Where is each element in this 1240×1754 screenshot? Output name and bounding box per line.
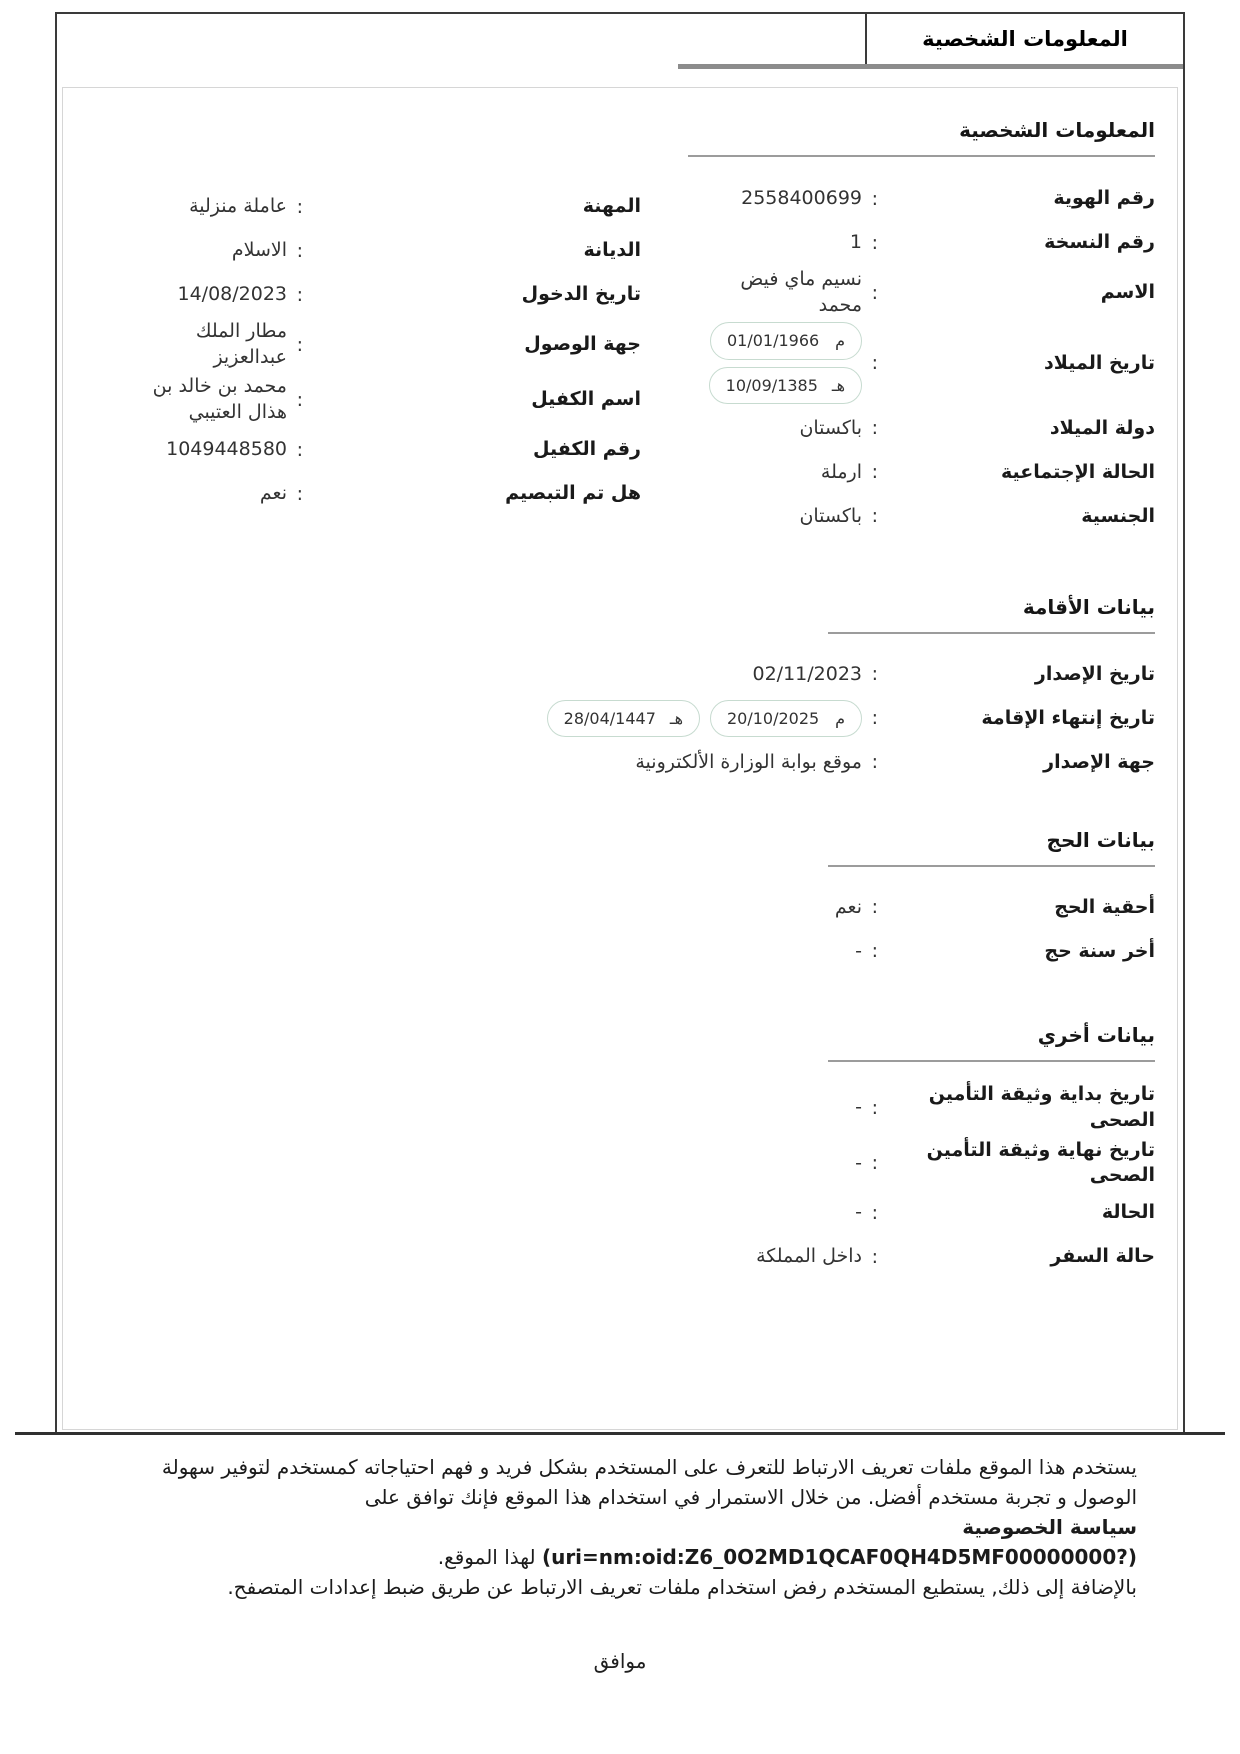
site-oid-uri: (uri=nm:oid:Z6_0O2MD1QCAF0QH4D5MF00000000?) (541, 1545, 1137, 1569)
field-colon (287, 439, 303, 461)
field-value: ارملة (820, 460, 862, 483)
field-colon (287, 389, 303, 411)
field-label: هل تم التبصيم (505, 481, 641, 504)
field-label: حالة السفر (1050, 1245, 1155, 1268)
field-colon (862, 1097, 878, 1119)
field-colon (862, 232, 878, 254)
field-status (85, 1193, 1155, 1233)
field-label: تاريخ الميلاد (1044, 351, 1155, 374)
field-label: المهنة (582, 195, 641, 218)
field-entry-date (85, 275, 641, 315)
field-label: أحقية الحج (1054, 895, 1155, 918)
field-value: 14/08/2023 (177, 283, 287, 306)
agree-button[interactable]: موافق (588, 1648, 653, 1674)
hijri-date-pill (547, 700, 700, 738)
section-residence (85, 595, 1155, 634)
agree-button-row (103, 1646, 1137, 1676)
field-colon (287, 483, 303, 505)
field-value: 1049448580 (166, 437, 287, 460)
section-personal (85, 118, 1155, 157)
field-value: موقع بوابة الوزارة الألكترونية (635, 750, 862, 773)
field-colon (862, 940, 878, 962)
hijri-date-pill (709, 367, 862, 405)
portlet-title: المعلومات الشخصية (865, 14, 1183, 64)
section-title-other: بيانات أخري (828, 1023, 1155, 1062)
section-title-residence: بيانات الأقامة (828, 595, 1155, 634)
privacy-policy-link[interactable]: سياسة الخصوصية (962, 1515, 1137, 1539)
personal-left-column (85, 179, 641, 540)
date-value: 28/04/1447 (563, 708, 656, 728)
field-insurance-start (85, 1082, 1155, 1133)
field-value: 1 (849, 231, 862, 254)
field-value: الاسلام (231, 239, 287, 262)
field-colon (862, 1246, 878, 1268)
field-value: 2558400699 (741, 187, 862, 210)
cookie-text-line1: يستخدم هذا الموقع ملفات تعريف الارتباط للتعرف على المستخدم بشكل فريد و فهم احتياجاته كمستخدم لتوفير سهولة الوصول و تجربة مستخدم أفضل. من خلال الاستمرار في استخدام هذا الموقع فإنك توافق على (161, 1455, 1137, 1509)
field-label: تاريخ بداية وثيقة التأمين الصحى (928, 1083, 1155, 1132)
gregorian-date-pill (710, 322, 862, 360)
field-arrival-point (85, 319, 641, 370)
gregorian-date-pill (710, 700, 862, 738)
field-label: جهة الإصدار (1043, 750, 1155, 773)
field-birth-date (655, 322, 1155, 404)
title-underline-bar (678, 64, 1183, 69)
era-label: هـ (831, 375, 845, 395)
field-label: الحالة (1101, 1201, 1155, 1224)
field-value: عاملة منزلية (189, 195, 287, 218)
field-colon (862, 1152, 878, 1174)
field-profession (85, 187, 641, 227)
field-id-number (655, 179, 1155, 219)
personal-right-column (655, 179, 1155, 540)
field-label: الديانة (583, 239, 641, 262)
field-fingerprinted (85, 474, 641, 514)
field-value: - (855, 1151, 862, 1174)
era-label: هـ (669, 708, 683, 728)
section-hajj (85, 828, 1155, 867)
field-label: رقم الهوية (1053, 187, 1155, 210)
field-label: الاسم (1100, 280, 1155, 303)
other-fields (85, 1082, 1155, 1277)
cookie-text-line3: بالإضافة إلى ذلك, يستطيع المستخدم رفض استخدام ملفات تعريف الارتباط عن طريق ضبط إعدادات المتصفح. (227, 1575, 1137, 1599)
section-title-personal: المعلومات الشخصية (688, 118, 1155, 157)
field-label: اسم الكفيل (531, 388, 641, 411)
field-value: مطار الملك عبدالعزيز (195, 320, 287, 368)
field-label: تاريخ الدخول (521, 283, 641, 306)
field-label: أخر سنة حج (1044, 939, 1155, 962)
field-colon (287, 284, 303, 306)
field-colon (862, 352, 878, 374)
field-value: باكستان (799, 504, 862, 527)
field-issue-date (85, 654, 1155, 694)
field-hajj-eligibility (85, 887, 1155, 927)
field-label: تاريخ الإصدار (1034, 662, 1155, 685)
field-name (655, 267, 1155, 318)
section-title-hajj: بيانات الحج (828, 828, 1155, 867)
field-value: نسيم ماي فيض محمد (740, 268, 862, 316)
expiry-date-pills (85, 700, 862, 738)
field-travel-status (85, 1237, 1155, 1277)
cookie-suffix: لهذا الموقع. (437, 1545, 536, 1569)
field-colon (287, 196, 303, 218)
field-value: 02/11/2023 (752, 662, 862, 685)
cookie-notice (55, 1452, 1185, 1676)
field-value: - (855, 1201, 862, 1224)
field-value: - (855, 1096, 862, 1119)
personal-fields (85, 179, 1155, 540)
field-religion (85, 231, 641, 271)
details-card (62, 87, 1178, 1430)
field-value: داخل المملكة (756, 1245, 862, 1268)
field-colon (287, 240, 303, 262)
field-colon (862, 751, 878, 773)
portlet-frame (55, 12, 1185, 1434)
cookie-text-line2 (103, 1542, 1137, 1572)
field-colon (862, 461, 878, 483)
field-label: تاريخ إنتهاء الإقامة (981, 706, 1155, 729)
birth-date-pills (655, 322, 862, 404)
field-last-hajj-year (85, 931, 1155, 971)
field-label: الجنسية (1081, 504, 1155, 527)
date-value: 10/09/1385 (725, 375, 818, 395)
field-colon (862, 896, 878, 918)
field-value: - (855, 939, 862, 962)
residence-fields (85, 654, 1155, 782)
field-colon (862, 707, 878, 729)
field-colon (862, 1202, 878, 1224)
page-divider (15, 1432, 1225, 1435)
field-insurance-end (85, 1138, 1155, 1189)
field-value: محمد بن خالد بن هذال العتيبي (152, 375, 287, 423)
field-label: الحالة الإجتماعية (1001, 460, 1155, 483)
era-label: م (835, 708, 845, 728)
field-colon (287, 334, 303, 356)
field-birth-country (655, 408, 1155, 448)
field-issuing-authority (85, 742, 1155, 782)
field-value: نعم (259, 481, 287, 504)
field-label: دولة الميلاد (1049, 416, 1155, 439)
field-marital-status (655, 452, 1155, 492)
field-label: رقم الكفيل (533, 437, 641, 460)
field-residence-expiry (85, 698, 1155, 738)
field-sponsor-number (85, 430, 641, 470)
field-value: باكستان (799, 416, 862, 439)
field-nationality (655, 496, 1155, 536)
date-value: 20/10/2025 (727, 708, 820, 728)
field-colon (862, 505, 878, 527)
field-colon (862, 663, 878, 685)
field-colon (862, 282, 878, 304)
field-version-number (655, 223, 1155, 263)
field-label: تاريخ نهاية وثيقة التأمين الصحى (926, 1138, 1155, 1187)
field-label: جهة الوصول (524, 332, 641, 355)
era-label: م (835, 331, 845, 351)
field-sponsor-name (85, 374, 641, 425)
field-value: نعم (834, 895, 862, 918)
hajj-fields (85, 887, 1155, 971)
field-label: رقم النسخة (1044, 231, 1155, 254)
field-colon (862, 417, 878, 439)
field-colon (862, 188, 878, 210)
section-other (85, 1023, 1155, 1062)
date-value: 01/01/1966 (727, 331, 820, 351)
